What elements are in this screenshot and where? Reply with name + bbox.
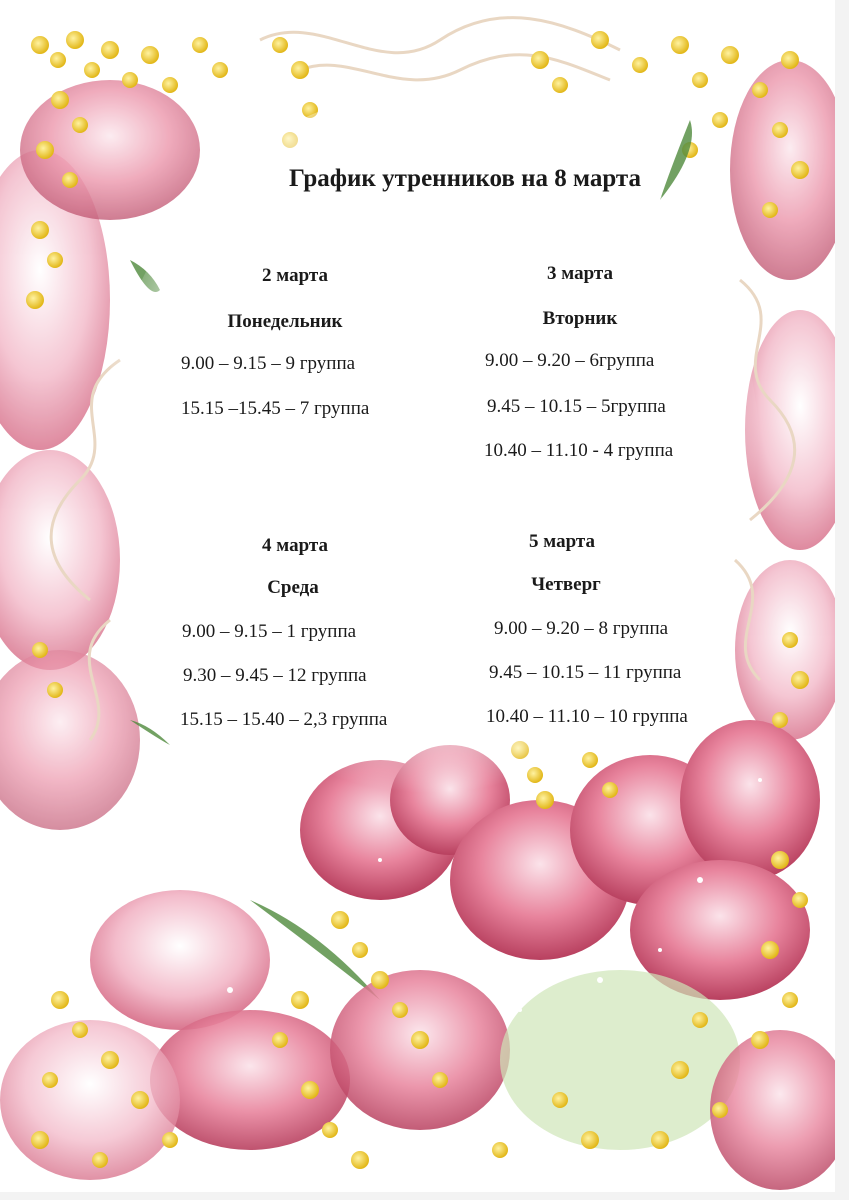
time-slot: 9.45 – 10.15 – 11 группа	[489, 662, 682, 683]
time-slot: 10.40 – 11.10 – 10 группа	[486, 706, 688, 727]
day-date: 2 марта	[262, 265, 328, 286]
time-slot: 10.40 – 11.10 - 4 группа	[484, 440, 674, 461]
day-date: 3 марта	[547, 263, 613, 284]
day-weekday: Четверг	[531, 574, 601, 595]
time-slot: 15.15 –15.45 – 7 группа	[181, 398, 370, 419]
day-weekday: Вторник	[542, 308, 618, 329]
time-slot: 9.45 – 10.15 – 5группа	[487, 396, 666, 417]
scan-edge-bottom	[0, 1192, 849, 1200]
day-weekday: Понедельник	[227, 311, 343, 332]
day-date: 5 марта	[529, 531, 595, 552]
day-weekday: Среда	[267, 577, 319, 598]
time-slot: 9.30 – 9.45 – 12 группа	[183, 665, 367, 686]
scan-edge-right	[835, 0, 849, 1200]
page-title: График утренников на 8 марта	[288, 165, 641, 192]
time-slot: 15.15 – 15.40 – 2,3 группа	[180, 709, 388, 730]
time-slot: 9.00 – 9.20 – 8 группа	[494, 618, 669, 639]
time-slot: 9.00 – 9.15 – 9 группа	[181, 353, 356, 374]
time-slot: 9.00 – 9.20 – 6группа	[485, 350, 655, 371]
day-date: 4 марта	[262, 535, 328, 556]
time-slot: 9.00 – 9.15 – 1 группа	[182, 621, 357, 642]
